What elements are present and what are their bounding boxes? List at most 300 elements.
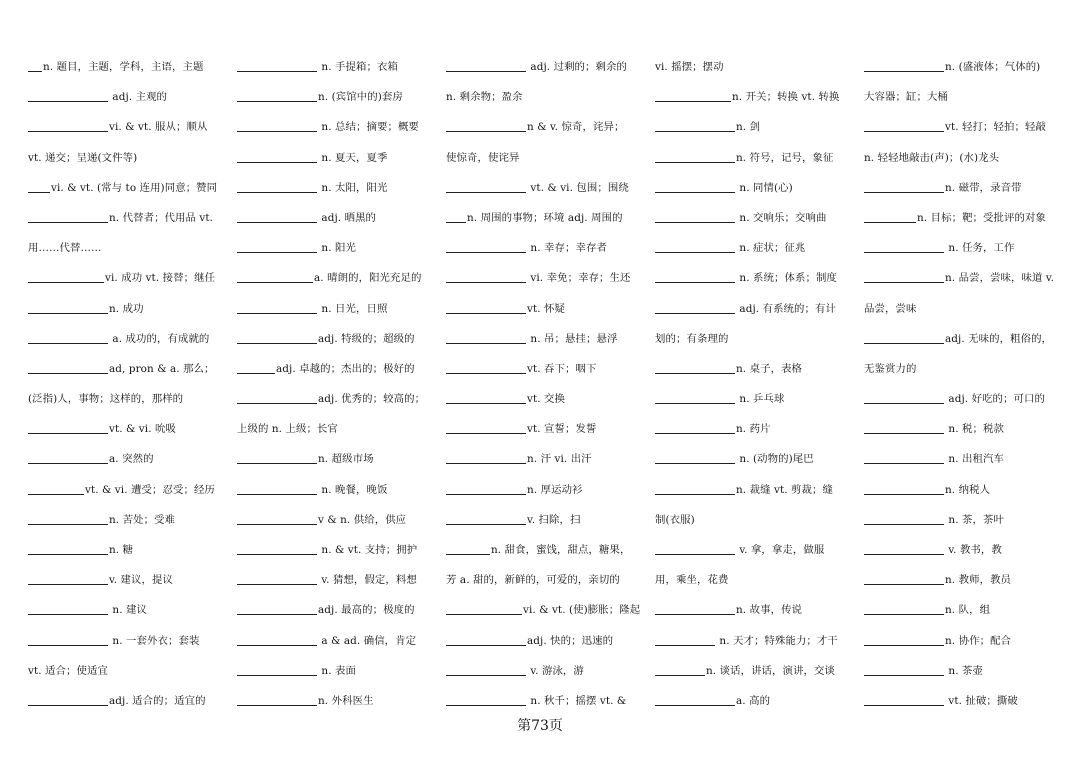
definition-text: vt. & vi. 包围；围绕 (527, 181, 629, 194)
answer-blank[interactable] (864, 602, 944, 615)
answer-blank[interactable] (655, 542, 735, 555)
answer-blank[interactable] (237, 572, 317, 585)
definition-text: 无鉴赏力的 (864, 362, 917, 375)
definition-text: n. 太阳，阳光 (318, 181, 388, 194)
vocab-entry (655, 143, 855, 173)
vocab-entry (864, 535, 1064, 565)
vocab-entry (864, 384, 1064, 414)
definition-text: adj. 晒黑的 (318, 211, 377, 224)
vocab-entry (446, 233, 646, 263)
answer-blank[interactable] (237, 451, 317, 464)
vocab-entry (28, 686, 228, 716)
answer-blank[interactable] (655, 180, 735, 193)
vocab-entry (28, 475, 228, 505)
vocab-entry (446, 414, 646, 444)
vocab-entry (655, 324, 855, 354)
vocab-entry (864, 686, 1064, 716)
answer-blank[interactable] (237, 512, 317, 525)
vocab-entry (864, 565, 1064, 595)
answer-blank[interactable] (864, 572, 944, 585)
vocab-entry (28, 444, 228, 474)
answer-blank[interactable] (237, 210, 317, 223)
definition-text: vt. 交换 (527, 393, 566, 406)
definition-text: n. 症状；征兆 (736, 242, 806, 255)
vocab-entry (864, 475, 1064, 505)
vocab-entry (446, 384, 646, 414)
vocab-entry (864, 143, 1064, 173)
definition-text: n. & vt. 支持；拥护 (318, 544, 418, 556)
vocab-entry (28, 143, 228, 173)
definition-text: v. 扫除，扫 (527, 513, 581, 526)
vocab-entry (446, 143, 646, 173)
answer-blank[interactable] (237, 602, 317, 615)
answer-blank[interactable] (446, 180, 526, 193)
definition-text: n. 系统；体系；制度 (736, 272, 837, 285)
vocab-entry (237, 263, 437, 293)
definition-text: adj. 过剩的；剩余的 (527, 61, 628, 73)
definition-text: n. 吊；悬挂；悬浮 (527, 332, 618, 345)
vocab-entry (237, 686, 437, 716)
answer-blank[interactable] (28, 59, 42, 72)
answer-blank[interactable] (28, 421, 108, 434)
vocab-entry (864, 52, 1064, 82)
vocab-entry (237, 233, 437, 263)
definition-text: n. 磁带，录音带 (945, 181, 1022, 194)
answer-blank[interactable] (28, 512, 108, 525)
definition-text: adj. 优秀的；较高的； (318, 393, 426, 406)
definition-text: vt. 吞下；咽下 (527, 362, 597, 375)
vocab-entry (864, 444, 1064, 474)
vocab-entry (446, 294, 646, 324)
answer-blank[interactable] (28, 542, 108, 555)
vocab-entry (446, 203, 646, 233)
vocab-entry (655, 173, 855, 203)
answer-blank[interactable] (864, 421, 944, 434)
vocab-entry (864, 595, 1064, 625)
definition-text: ad, pron & a. 那么； (109, 362, 215, 375)
vocab-entry (446, 173, 646, 203)
vocab-entry (28, 505, 228, 535)
answer-blank[interactable] (655, 240, 735, 253)
answer-blank[interactable] (864, 693, 944, 706)
answer-blank[interactable] (28, 180, 50, 193)
answer-blank[interactable] (446, 512, 526, 525)
answer-blank[interactable] (655, 451, 735, 464)
definition-text: vt. 递交；呈递(文件等) (28, 151, 138, 164)
vocab-entry (655, 263, 855, 293)
definition-text: n. 厚运动衫 (527, 483, 583, 496)
answer-blank[interactable] (864, 180, 944, 193)
definition-text: v. 游泳，游 (527, 664, 584, 677)
answer-blank[interactable] (655, 693, 735, 706)
answer-blank[interactable] (655, 119, 735, 132)
answer-blank[interactable] (655, 210, 735, 223)
vocab-entry (864, 203, 1064, 233)
definition-text: n. 乒乓球 (736, 393, 785, 406)
vocab-entry (655, 595, 855, 625)
definition-text: a & ad. 确信，肯定 (318, 634, 417, 647)
answer-blank[interactable] (237, 482, 317, 495)
definition-text: n. 品尝，尝味，味道 v. (945, 272, 1055, 285)
definition-text: 制(衣服) (655, 513, 695, 526)
definition-text: adj. 卓越的；杰出的；极好的 (276, 362, 415, 375)
vocab-entry (446, 112, 646, 142)
answer-blank[interactable] (237, 270, 313, 283)
answer-blank[interactable] (864, 663, 944, 676)
definition-text: n. 出租汽车 (945, 453, 1004, 466)
vocab-entry (237, 112, 437, 142)
definition-text: v. 猜想，假定，料想 (318, 574, 417, 587)
vocab-entry (864, 263, 1064, 293)
answer-blank[interactable] (655, 150, 735, 163)
definition-text: v. 拿，拿走，做服 (736, 544, 825, 556)
answer-blank[interactable] (446, 59, 526, 72)
answer-blank[interactable] (28, 633, 108, 646)
definition-text: n. 一套外衣；套装 (109, 634, 200, 647)
definition-text: v. 建议，提议 (109, 574, 173, 587)
vocab-entry (446, 626, 646, 656)
vocab-entry (28, 263, 228, 293)
definition-text: n. 秋千；摇摆 vt. & (527, 694, 627, 707)
vocab-entry (237, 475, 437, 505)
definition-text: vi. & vt. (常与 to 连用)同意；赞同 (51, 181, 218, 194)
definition-text: n. (动物的)尾巴 (736, 453, 814, 466)
answer-blank[interactable] (446, 240, 526, 253)
answer-blank[interactable] (28, 693, 108, 706)
definition-text: vi. 幸免；幸存；生还 (527, 272, 631, 285)
answer-blank[interactable] (237, 180, 317, 193)
answer-blank[interactable] (655, 361, 735, 374)
vocab-entry (655, 686, 855, 716)
answer-blank[interactable] (864, 633, 944, 646)
vocab-entry (655, 112, 855, 142)
page-number: 第73页 (517, 718, 563, 734)
answer-blank[interactable] (655, 89, 731, 102)
vocab-column (237, 52, 437, 716)
answer-blank[interactable] (864, 512, 944, 525)
definition-text: vt. 怀疑 (527, 302, 566, 315)
answer-blank[interactable] (237, 542, 317, 555)
vocab-entry (237, 505, 437, 535)
vocab-entry (28, 52, 228, 82)
definition-text: vi. 成功 vt. 接替；继任 (105, 272, 216, 285)
definition-text: n. 苦处；受难 (109, 513, 176, 526)
answer-blank[interactable] (446, 451, 526, 464)
vocab-entry (864, 354, 1064, 384)
answer-blank[interactable] (864, 331, 944, 344)
definition-text: vt. & vi. 吮吸 (109, 423, 176, 436)
definition-text: n. 总结；摘要；概要 (318, 121, 419, 134)
answer-blank[interactable] (28, 210, 108, 223)
vocab-entry (446, 354, 646, 384)
answer-blank[interactable] (655, 391, 735, 404)
definition-text: n. 汗 vi. 出汗 (527, 453, 592, 466)
definition-text: (泛指)人，事物；这样的，那样的 (28, 393, 184, 406)
definition-text: 用，乘坐，花费 (655, 574, 729, 587)
answer-blank[interactable] (655, 270, 735, 283)
vocab-entry (237, 143, 437, 173)
vocab-entry (446, 82, 646, 112)
definition-text: adj. 适合的；适宜的 (109, 694, 206, 707)
vocab-entry (864, 233, 1064, 263)
definition-text: n. 表面 (318, 664, 356, 677)
vocab-entry (864, 656, 1064, 686)
definition-text: 芳 a. 甜的，新鲜的，可爱的，亲切的 (446, 574, 620, 587)
vocab-entry (446, 595, 646, 625)
definition-text: n. 糖 (109, 544, 134, 556)
answer-blank[interactable] (28, 602, 108, 615)
vocab-entry (237, 52, 437, 82)
answer-blank[interactable] (864, 391, 944, 404)
vocab-entry (446, 475, 646, 505)
definition-text: vi. 摇摆；摆动 (655, 61, 724, 73)
vocab-entry (655, 505, 855, 535)
definition-text: 上级的 n. 上级；长官 (237, 423, 338, 436)
definition-text: vt. & vi. 遭受；忍受；经历 (85, 483, 215, 496)
vocab-entry (28, 354, 228, 384)
definition-text: 品尝，尝味 (864, 302, 917, 315)
answer-blank[interactable] (446, 270, 526, 283)
definition-text: n. 天才；特殊能力；才干 (716, 634, 838, 647)
definition-text: n. 题目，主题，学科，主语，主题 (43, 61, 204, 73)
vocab-entry (237, 535, 437, 565)
vocab-entry (28, 294, 228, 324)
definition-text: n. 任务，工作 (945, 242, 1015, 255)
vocab-entry (655, 82, 855, 112)
definition-text: n. 剩余物；盈余 (446, 91, 523, 104)
definition-text: a. 晴朗的，阳光充足的 (314, 272, 422, 285)
definition-text: 使惊奇，使诧异 (446, 151, 520, 164)
answer-blank[interactable] (864, 482, 944, 495)
vocab-entry (864, 173, 1064, 203)
vocab-entry (655, 656, 855, 686)
definition-text: n. 周围的事物；环境 adj. 周围的 (467, 211, 623, 224)
definition-text: vi. & vt. 服从；顺从 (109, 121, 208, 134)
answer-blank[interactable] (237, 240, 317, 253)
definition-text: n. (宾馆中的)套房 (318, 91, 403, 104)
definition-text: n. 外科医生 (318, 694, 374, 707)
vocab-entry (655, 384, 855, 414)
answer-blank[interactable] (446, 633, 526, 646)
answer-blank[interactable] (655, 663, 705, 676)
answer-blank[interactable] (446, 119, 526, 132)
definition-text: n. 裁缝 vt. 剪裁；缝 (736, 483, 833, 496)
answer-blank[interactable] (864, 451, 944, 464)
vocab-entry (28, 112, 228, 142)
definition-text: n. 建议 (109, 604, 147, 617)
answer-blank[interactable] (446, 602, 522, 615)
answer-blank[interactable] (446, 391, 526, 404)
definition-text: v & n. 供给，供应 (318, 513, 407, 526)
vocab-entry (655, 535, 855, 565)
definition-text: n. 桌子，表格 (736, 362, 803, 375)
vocab-entry (446, 263, 646, 293)
definition-text: vt. 轻打；轻拍；轻敲 (945, 121, 1046, 134)
answer-blank[interactable] (446, 421, 526, 434)
answer-blank[interactable] (864, 270, 944, 283)
definition-text: n. 开关；转换 vt. 转换 (732, 91, 840, 104)
vocab-entry (28, 595, 228, 625)
definition-text: vt. 适合；使适宜 (28, 664, 108, 677)
definition-text: n. 超级市场 (318, 453, 374, 466)
vocab-entry (446, 505, 646, 535)
vocab-entry (237, 294, 437, 324)
definition-text: adj. 主观的 (109, 91, 168, 104)
vocab-entry (28, 626, 228, 656)
answer-blank[interactable] (28, 301, 108, 314)
answer-blank[interactable] (28, 482, 84, 495)
answer-blank[interactable] (864, 210, 916, 223)
vocab-entry (446, 656, 646, 686)
definition-text: 划的；有条理的 (655, 332, 729, 345)
vocab-entry (237, 324, 437, 354)
vocab-entry (237, 656, 437, 686)
answer-blank[interactable] (864, 240, 944, 253)
vocab-entry (28, 203, 228, 233)
vocab-entry (237, 626, 437, 656)
definition-text: n. 交响乐；交响曲 (736, 211, 827, 224)
definition-text: n. 茶壶 (945, 664, 983, 677)
definition-text: n. 幸存；幸存者 (527, 242, 607, 255)
definition-text: n. 剑 (736, 121, 761, 134)
answer-blank[interactable] (446, 210, 466, 223)
vocab-entry (655, 354, 855, 384)
answer-blank[interactable] (237, 119, 317, 132)
answer-blank[interactable] (655, 301, 735, 314)
answer-blank[interactable] (237, 150, 317, 163)
definition-text: adj. 最高的；极度的 (318, 604, 415, 617)
definition-text: n. 晚餐，晚饭 (318, 483, 388, 496)
answer-blank[interactable] (237, 693, 317, 706)
definition-text: n. 轻轻地敲击(声)；(水)龙头 (864, 151, 1000, 164)
answer-blank[interactable] (28, 270, 104, 283)
vocab-entry (864, 626, 1064, 656)
vocab-entry (28, 535, 228, 565)
vocab-entry (237, 354, 437, 384)
definition-text: n. 阳光 (318, 242, 356, 255)
definition-text: n. 日光，日照 (318, 302, 388, 315)
vocab-entry (446, 565, 646, 595)
answer-blank[interactable] (28, 451, 108, 464)
vocab-entry (864, 324, 1064, 354)
vocab-entry (237, 82, 437, 112)
definition-text: adj. 好吃的；可口的 (945, 393, 1046, 406)
answer-blank[interactable] (237, 89, 317, 102)
vocab-entry (655, 475, 855, 505)
answer-blank[interactable] (237, 633, 317, 646)
vocab-column (446, 52, 646, 716)
answer-blank[interactable] (446, 301, 526, 314)
vocab-entry (446, 686, 646, 716)
vocab-entry (446, 52, 646, 82)
vocab-entry (28, 82, 228, 112)
vocab-entry (446, 535, 646, 565)
vocab-entry (655, 294, 855, 324)
definition-text: n. 故事，传说 (736, 604, 803, 617)
answer-blank[interactable] (446, 361, 526, 374)
definition-text: n. 目标；靶；受批评的对象 (917, 211, 1046, 224)
definition-text: n. (盛液体；气体的) (945, 61, 1041, 73)
definition-text: n. 成功 (109, 302, 144, 315)
definition-text: n. 队，组 (945, 604, 991, 617)
definition-text: a. 高的 (736, 694, 771, 707)
answer-blank[interactable] (237, 361, 275, 374)
answer-blank[interactable] (28, 331, 108, 344)
answer-blank[interactable] (28, 361, 108, 374)
definition-text: n. 茶，茶叶 (945, 513, 1004, 526)
vocab-column (655, 52, 855, 716)
answer-blank[interactable] (28, 119, 108, 132)
definition-text: n. 纳税人 (945, 483, 991, 496)
answer-blank[interactable] (446, 663, 526, 676)
answer-blank[interactable] (655, 482, 735, 495)
vocab-entry (655, 565, 855, 595)
answer-blank[interactable] (237, 331, 317, 344)
definition-text: adj. 快的；迅速的 (527, 634, 614, 647)
answer-blank[interactable] (446, 693, 526, 706)
vocab-entry (237, 565, 437, 595)
answer-blank[interactable] (446, 331, 526, 344)
vocabulary-sheet (28, 52, 1064, 716)
vocab-entry (28, 656, 228, 686)
answer-blank[interactable] (237, 663, 317, 676)
answer-blank[interactable] (864, 119, 944, 132)
definition-text: vt. 扯破；撕破 (945, 694, 1018, 707)
definition-text: n. 协作；配合 (945, 634, 1012, 647)
vocab-entry (237, 414, 437, 444)
answer-blank[interactable] (655, 633, 715, 646)
definition-text: n. 税；税款 (945, 423, 1004, 436)
vocab-entry (237, 173, 437, 203)
answer-blank[interactable] (864, 59, 944, 72)
definition-text: a. 突然的 (109, 453, 154, 466)
vocab-entry (655, 203, 855, 233)
answer-blank[interactable] (28, 572, 108, 585)
definition-text: n. 手提箱；衣箱 (318, 61, 398, 73)
answer-blank[interactable] (28, 89, 108, 102)
vocab-entry (28, 173, 228, 203)
vocab-entry (864, 505, 1064, 535)
definition-text: n. 符号，记号，象征 (736, 151, 834, 164)
answer-blank[interactable] (237, 59, 317, 72)
vocab-entry (864, 112, 1064, 142)
vocab-entry (655, 52, 855, 82)
answer-blank[interactable] (237, 301, 317, 314)
definition-text: a. 成功的，有成就的 (109, 332, 210, 345)
answer-blank[interactable] (655, 602, 735, 615)
definition-text: v. 教书，教 (945, 544, 1002, 556)
answer-blank[interactable] (655, 421, 735, 434)
answer-blank[interactable] (446, 482, 526, 495)
answer-blank[interactable] (446, 542, 490, 555)
definition-text: n. 甜食，蜜饯，甜点，糖果， (491, 544, 631, 556)
definition-text: adj. 特级的；超级的 (318, 332, 415, 345)
vocab-column (28, 52, 228, 716)
vocab-entry (655, 414, 855, 444)
vocab-entry (28, 384, 228, 414)
answer-blank[interactable] (237, 391, 317, 404)
vocab-entry (864, 294, 1064, 324)
definition-text: 大容器；缸；大桶 (864, 91, 948, 104)
vocab-entry (28, 324, 228, 354)
definition-text: n. 药片 (736, 423, 771, 436)
definition-text: adj. 有系统的；有计 (736, 302, 837, 315)
definition-text: vi. & vt. (使)膨胀；隆起 (523, 604, 641, 617)
answer-blank[interactable] (864, 542, 944, 555)
definition-text: n & v. 惊奇，诧异； (527, 121, 625, 134)
vocab-entry (864, 414, 1064, 444)
definition-text: n. 代替者；代用品 vt. (109, 211, 214, 224)
